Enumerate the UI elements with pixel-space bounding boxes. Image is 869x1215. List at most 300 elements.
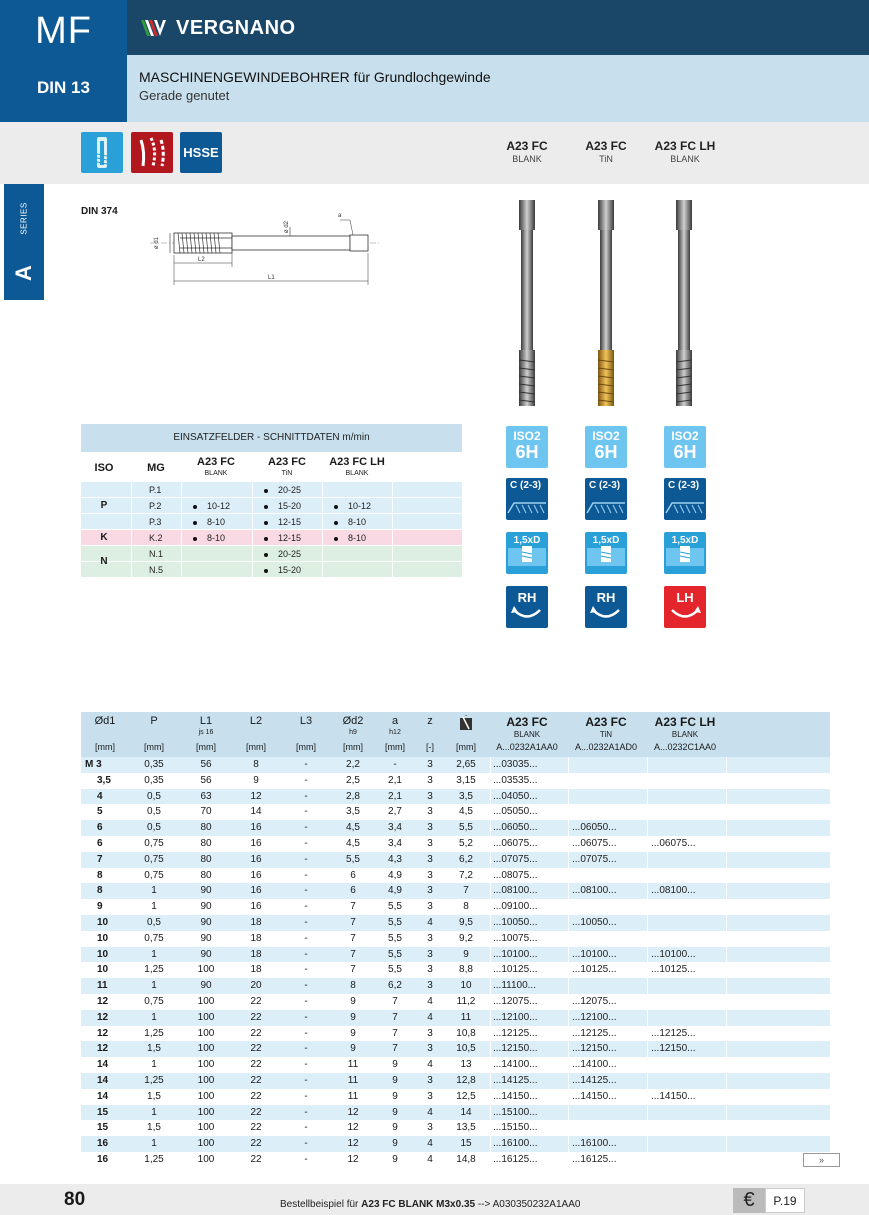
- table-cell: 9: [392, 1059, 398, 1071]
- article-code: ...12075...: [493, 995, 538, 1007]
- table-cell: 100: [197, 964, 215, 976]
- table-cell: 16: [250, 822, 262, 834]
- table-cell: 4,5: [346, 837, 360, 849]
- article-code: ...15150...: [493, 1122, 538, 1134]
- table-cell: 4: [427, 1059, 433, 1071]
- table-cell: 2,5: [346, 774, 360, 786]
- table-cell: 6: [350, 885, 356, 897]
- column-head-fclh-blank: A23 FC LH BLANK: [654, 139, 716, 164]
- article-code: ...06050...: [493, 822, 538, 834]
- rotation-direction-icon: LH: [664, 586, 706, 628]
- table-cell: 0,75: [144, 869, 164, 881]
- drawing-standard: DIN 374: [81, 206, 118, 217]
- table-cell: -: [304, 964, 308, 976]
- table-cell: 9: [392, 1074, 398, 1086]
- bullet-icon: [334, 537, 338, 541]
- table-cell: 3,4: [388, 837, 402, 849]
- cutting-row: [81, 498, 462, 514]
- table-cell: 90: [200, 948, 212, 960]
- table-cell: 3,4: [388, 822, 402, 834]
- table-cell: 3: [427, 1122, 433, 1134]
- table-cell: 7: [350, 948, 356, 960]
- table-cell: 15: [460, 1138, 472, 1150]
- label-a: a: [338, 213, 342, 219]
- table-cell: 6,2: [388, 980, 402, 992]
- tool-image-fc-blank: [517, 200, 537, 408]
- article-code: ...06075...: [651, 837, 696, 849]
- table-cell: 56: [200, 774, 212, 786]
- col-l2: L2: [249, 715, 263, 727]
- table-cell: 100: [197, 1090, 215, 1102]
- table-cell: 9,2: [459, 932, 473, 944]
- table-cell: -: [304, 1090, 308, 1102]
- cutting-speed: 10-12: [334, 498, 392, 514]
- bullet-icon: [334, 521, 338, 525]
- table-cell: -: [304, 1027, 308, 1039]
- label-l2: L2: [198, 257, 205, 263]
- table-cell: 4: [427, 1153, 433, 1165]
- table-cell: 11,2: [456, 995, 476, 1007]
- table-cell: 2,7: [388, 806, 402, 818]
- table-cell: -: [304, 948, 308, 960]
- header-title-band: [127, 55, 869, 122]
- col-d2: Ød2: [342, 715, 364, 727]
- table-cell: 3: [427, 869, 433, 881]
- cutting-speed: [193, 546, 251, 562]
- table-cell: 6: [97, 837, 103, 849]
- table-cell: 9: [392, 1153, 398, 1165]
- column-head-fc-tin: A23 FC TiN: [585, 139, 627, 164]
- table-cell: 4: [427, 1138, 433, 1150]
- table-cell: 9: [253, 774, 259, 786]
- vergnano-logo-icon: [140, 17, 172, 39]
- table-cell: 100: [197, 995, 215, 1007]
- table-cell: 7: [392, 995, 398, 1007]
- bullet-icon: [264, 553, 268, 557]
- article-code: ...16125...: [572, 1153, 617, 1165]
- table-cell: 22: [250, 1106, 262, 1118]
- table-cell: 3: [427, 948, 433, 960]
- table-row: [81, 1057, 830, 1073]
- label-l1: L1: [268, 275, 275, 281]
- table-cell: 10,8: [456, 1027, 476, 1039]
- table-cell: 1,5: [147, 1122, 161, 1134]
- cutting-speed: 8-10: [193, 514, 251, 530]
- table-cell: 7: [392, 1027, 398, 1039]
- table-cell: 56: [200, 759, 212, 770]
- table-cell: 5,5: [388, 932, 402, 944]
- table-cell: -: [304, 853, 308, 865]
- table-cell: 16: [250, 869, 262, 881]
- table-cell: 90: [200, 885, 212, 897]
- table-cell: 0,5: [147, 790, 161, 802]
- article-code: ...12075...: [572, 995, 617, 1007]
- table-cell: 5: [97, 806, 103, 818]
- cutting-speed: 8-10: [334, 530, 392, 546]
- blind-hole-icon: [81, 132, 123, 173]
- table-cell: 4,5: [459, 806, 473, 818]
- dimension-table-header: Ød1 P L1 js 16 L2 L3 Ød2 h9 a h12 z A23 FC BLANK A...0232A1AA0 A23 FC TiN A...0232A1AD0 A23 FC LH BLANK A...0232C1AA0 [mm] [mm] [mm] [mm] [mm] [mm] [mm] [-] [mm]: [81, 712, 830, 757]
- iso-group: K: [100, 532, 108, 543]
- table-cell: 90: [200, 980, 212, 992]
- table-cell: 100: [197, 1011, 215, 1023]
- iso-group: N: [100, 556, 108, 567]
- material-badge: HSSE: [180, 132, 222, 173]
- table-row: [81, 883, 830, 899]
- table-cell: 22: [250, 1011, 262, 1023]
- table-cell: 80: [200, 853, 212, 865]
- table-cell: 22: [250, 1074, 262, 1086]
- table-row: [81, 1136, 830, 1152]
- table-cell: 22: [250, 1043, 262, 1055]
- table-cell: 7: [463, 885, 469, 897]
- article-code: ...07075...: [493, 853, 538, 865]
- table-row: [81, 994, 830, 1010]
- table-row: [81, 947, 830, 963]
- unit-label: [mm]: [246, 742, 266, 752]
- material-group: K.2: [149, 533, 163, 543]
- table-cell: 3: [427, 1027, 433, 1039]
- table-cell: 3: [427, 774, 433, 786]
- chamfer-form-icon: C (2-3): [585, 478, 627, 520]
- table-cell: 16: [250, 853, 262, 865]
- table-cell: 0,5: [147, 806, 161, 818]
- table-cell: 18: [250, 932, 262, 944]
- table-row: [81, 789, 830, 805]
- article-code: ...10100...: [572, 948, 617, 960]
- cutting-speed: 8-10: [193, 530, 251, 546]
- table-cell: 3: [427, 964, 433, 976]
- table-cell: 14: [97, 1074, 109, 1086]
- table-row: [81, 1089, 830, 1105]
- article-code: ...16125...: [493, 1153, 538, 1165]
- cutting-data-title: EINSATZFELDER - SCHNITTDATEN m/min: [81, 424, 462, 452]
- table-row: [81, 804, 830, 820]
- table-cell: 100: [197, 1122, 215, 1134]
- table-cell: 22: [250, 1138, 262, 1150]
- table-cell: 4,9: [388, 885, 402, 897]
- table-cell: -: [304, 806, 308, 818]
- dimension-table-rows: [81, 757, 830, 1168]
- table-cell: 13: [460, 1059, 472, 1071]
- cutting-speed: 12-15: [264, 514, 322, 530]
- table-row: [81, 773, 830, 789]
- table-cell: 0,75: [144, 932, 164, 944]
- cutting-data-header: ISO MG A23 FC BLANK A23 FC TiN A23 FC LH BLANK: [94, 456, 385, 477]
- article-code: ...12150...: [572, 1043, 617, 1055]
- table-cell: -: [304, 1106, 308, 1118]
- table-cell: 9: [350, 995, 356, 1007]
- table-cell: 0,5: [147, 822, 161, 834]
- table-cell: -: [304, 759, 308, 770]
- table-cell: 4,3: [388, 853, 402, 865]
- article-code: ...14100...: [493, 1059, 538, 1071]
- table-cell: 10: [97, 916, 109, 928]
- cutting-row: [81, 546, 462, 562]
- label-d1: ø d1: [154, 236, 160, 249]
- table-cell: 3,15: [456, 774, 476, 786]
- table-cell: 7: [392, 1043, 398, 1055]
- table-cell: 2,1: [388, 790, 402, 802]
- table-cell: 13,5: [456, 1122, 476, 1134]
- table-cell: 5,5: [388, 964, 402, 976]
- table-cell: 16: [97, 1153, 109, 1165]
- unit-label: [mm]: [95, 742, 115, 752]
- table-cell: 12: [97, 995, 109, 1007]
- brand-name: VERGNANO: [176, 16, 296, 39]
- bullet-icon: [264, 505, 268, 509]
- table-cell: 10: [97, 948, 109, 960]
- table-row: [81, 1073, 830, 1089]
- col-l3: L3: [299, 715, 313, 727]
- table-cell: 1,25: [144, 1074, 164, 1086]
- cutting-row: [81, 530, 462, 546]
- table-cell: -: [304, 1043, 308, 1055]
- cutting-speed: 15-20: [264, 562, 322, 578]
- article-code: ...08075...: [493, 869, 538, 881]
- unit-label: [mm]: [296, 742, 316, 752]
- col-p: P: [150, 715, 158, 727]
- table-cell: 20: [250, 980, 262, 992]
- cutting-data-table: [81, 424, 462, 578]
- table-cell: 3: [427, 837, 433, 849]
- table-cell: 3: [427, 853, 433, 865]
- table-cell: 8: [350, 980, 356, 992]
- table-cell: 1: [151, 885, 157, 897]
- table-cell: 90: [200, 932, 212, 944]
- table-cell: 3: [427, 759, 433, 770]
- table-row: [81, 852, 830, 868]
- table-cell: 1: [151, 1011, 157, 1023]
- table-cell: 22: [250, 1059, 262, 1071]
- table-cell: 0,5: [147, 916, 161, 928]
- table-cell: 6: [350, 869, 356, 881]
- series-letter: A: [11, 265, 36, 281]
- table-cell: 12: [347, 1153, 359, 1165]
- bullet-icon: [264, 569, 268, 573]
- article-code: ...15100...: [493, 1106, 538, 1118]
- table-cell: 10,5: [456, 1043, 476, 1055]
- bullet-icon: [193, 505, 197, 509]
- currency-icon: €: [733, 1188, 765, 1213]
- cutting-speed: 12-15: [264, 530, 322, 546]
- next-page-button[interactable]: »: [803, 1153, 840, 1167]
- table-cell: 5,5: [388, 948, 402, 960]
- table-cell: 1,25: [144, 964, 164, 976]
- table-cell: 12,5: [456, 1090, 476, 1102]
- unit-label: [mm]: [196, 742, 216, 752]
- table-cell: 3: [427, 901, 433, 913]
- table-cell: 12: [347, 1138, 359, 1150]
- article-code: ...10100...: [493, 948, 538, 960]
- table-cell: 10: [97, 932, 109, 944]
- table-row: [81, 868, 830, 884]
- table-cell: 3: [427, 980, 433, 992]
- tap-technical-drawing: [150, 205, 380, 290]
- series-label: SERIES: [19, 202, 29, 235]
- article-code: ...08100...: [493, 885, 538, 897]
- rotation-direction-icon: RH: [506, 586, 548, 628]
- table-cell: 14,8: [456, 1153, 476, 1165]
- table-cell: 1: [151, 1106, 157, 1118]
- unit-label: [mm]: [385, 742, 405, 752]
- column-head-fc-blank: A23 FC BLANK: [506, 139, 548, 164]
- table-cell: 1,25: [144, 1027, 164, 1039]
- table-cell: 100: [197, 1138, 215, 1150]
- article-code: ...10125...: [493, 964, 538, 976]
- table-row: [81, 836, 830, 852]
- article-code: ...12125...: [493, 1027, 538, 1039]
- table-cell: 100: [197, 1106, 215, 1118]
- col-d1: Ød1: [94, 715, 116, 727]
- article-code: ...10050...: [572, 916, 617, 928]
- table-cell: 3,5: [97, 774, 111, 786]
- label-d2: ø d2: [284, 220, 290, 233]
- article-code: ...08100...: [651, 885, 696, 897]
- table-cell: 6: [97, 822, 103, 834]
- table-cell: 7: [350, 916, 356, 928]
- table-cell: 2,8: [346, 790, 360, 802]
- table-cell: 0,75: [144, 853, 164, 865]
- table-cell: -: [304, 885, 308, 897]
- table-cell: 100: [197, 1074, 215, 1086]
- material-group: N.5: [149, 565, 164, 575]
- article-code: ...12150...: [651, 1043, 696, 1055]
- cutting-speed: [193, 562, 251, 578]
- table-cell: 14: [460, 1106, 472, 1118]
- standard-code: DIN 13: [37, 78, 90, 97]
- table-cell: 3: [427, 932, 433, 944]
- brand-logo: [140, 12, 296, 44]
- article-code: ...10075...: [493, 932, 538, 944]
- cutting-speed: 20-25: [264, 482, 322, 498]
- tolerance-badge: ISO2 6H: [506, 426, 548, 468]
- table-cell: 0,35: [144, 774, 164, 786]
- table-cell: 22: [250, 1122, 262, 1134]
- bullet-icon: [264, 489, 268, 493]
- table-cell: -: [304, 1011, 308, 1023]
- cutting-row: [81, 482, 462, 498]
- table-row: [81, 899, 830, 915]
- article-code: ...10125...: [651, 964, 696, 976]
- article-code: ...09100...: [493, 901, 538, 913]
- table-row: [81, 1010, 830, 1026]
- col-a: a: [391, 715, 399, 727]
- table-cell: 1: [151, 980, 157, 992]
- cutting-speed: 15-20: [264, 498, 322, 514]
- table-row: [81, 1026, 830, 1042]
- table-cell: 100: [197, 1043, 215, 1055]
- article-code: ...12100...: [572, 1011, 617, 1023]
- table-cell: -: [304, 774, 308, 786]
- table-cell: -: [304, 869, 308, 881]
- table-cell: 2,65: [456, 759, 476, 770]
- bullet-icon: [264, 521, 268, 525]
- cutting-row: [81, 562, 462, 578]
- price-page-link[interactable]: P.19: [765, 1188, 805, 1213]
- material-group: N.1: [149, 549, 164, 559]
- table-cell: 70: [200, 806, 212, 818]
- table-cell: 16: [250, 885, 262, 897]
- table-cell: 10: [97, 964, 109, 976]
- bullet-icon: [193, 521, 197, 525]
- table-cell: -: [304, 1138, 308, 1150]
- table-cell: -: [304, 1122, 308, 1134]
- article-code: ...07075...: [572, 853, 617, 865]
- cutting-speed: [193, 482, 251, 498]
- table-cell: 4: [427, 1106, 433, 1118]
- table-cell: 3,5: [346, 806, 360, 818]
- table-cell: 1: [151, 1138, 157, 1150]
- article-code: ...06075...: [493, 837, 538, 849]
- article-code: ...10100...: [651, 948, 696, 960]
- table-cell: 14: [97, 1059, 109, 1071]
- unit-label: [mm]: [343, 742, 363, 752]
- table-cell: 3: [427, 885, 433, 897]
- table-cell: 10: [460, 980, 472, 992]
- table-cell: 3: [427, 1043, 433, 1055]
- table-cell: 14: [97, 1090, 109, 1102]
- order-example: Bestellbeispiel für A23 FC BLANK M3x0.35 --> A030350232A1AA0: [280, 1199, 581, 1210]
- table-cell: 1,5: [147, 1090, 161, 1102]
- table-cell: -: [304, 932, 308, 944]
- table-cell: 3: [427, 1090, 433, 1102]
- table-cell: 7: [97, 853, 103, 865]
- article-code: ...12125...: [651, 1027, 696, 1039]
- table-cell: 3: [427, 806, 433, 818]
- iso-group: P: [100, 500, 108, 511]
- table-cell: -: [304, 995, 308, 1007]
- price-reference[interactable]: [733, 1188, 805, 1213]
- table-cell: 9: [392, 1090, 398, 1102]
- table-cell: 5,2: [459, 837, 473, 849]
- table-cell: 4: [427, 916, 433, 928]
- table-cell: 5,5: [388, 916, 402, 928]
- cutting-speed: [334, 482, 392, 498]
- page-title: MASCHINENGEWINDEBOHRER für Grundlochgewinde: [139, 69, 491, 85]
- table-cell: 12,8: [456, 1074, 476, 1086]
- table-cell: 12: [97, 1011, 109, 1023]
- col-l1: L1: [199, 715, 213, 727]
- table-cell: 12: [347, 1122, 359, 1134]
- article-code: ...05050...: [493, 806, 538, 818]
- table-cell: 8: [253, 759, 259, 770]
- table-row: [81, 915, 830, 931]
- table-cell: 5,5: [388, 901, 402, 913]
- table-cell: -: [304, 1059, 308, 1071]
- table-cell: 100: [197, 1153, 215, 1165]
- article-code: ...04050...: [493, 790, 538, 802]
- table-cell: 9: [392, 1106, 398, 1118]
- table-cell: 18: [250, 948, 262, 960]
- cutting-speed: 8-10: [334, 514, 392, 530]
- article-code: ...14150...: [651, 1090, 696, 1102]
- table-cell: 14: [250, 806, 262, 818]
- table-cell: 9: [350, 1043, 356, 1055]
- table-cell: 4: [97, 790, 103, 802]
- col-z: z: [427, 715, 433, 727]
- table-cell: 11: [347, 1074, 359, 1086]
- depth-icon: 1,5xD: [506, 532, 548, 574]
- table-cell: 22: [250, 1027, 262, 1039]
- article-code: ...14150...: [493, 1090, 538, 1102]
- table-cell: 80: [200, 822, 212, 834]
- cutting-speed: [334, 546, 392, 562]
- bullet-icon: [264, 537, 268, 541]
- article-code: ...12100...: [493, 1011, 538, 1023]
- table-cell: 0,75: [144, 995, 164, 1007]
- table-cell: 4: [427, 1011, 433, 1023]
